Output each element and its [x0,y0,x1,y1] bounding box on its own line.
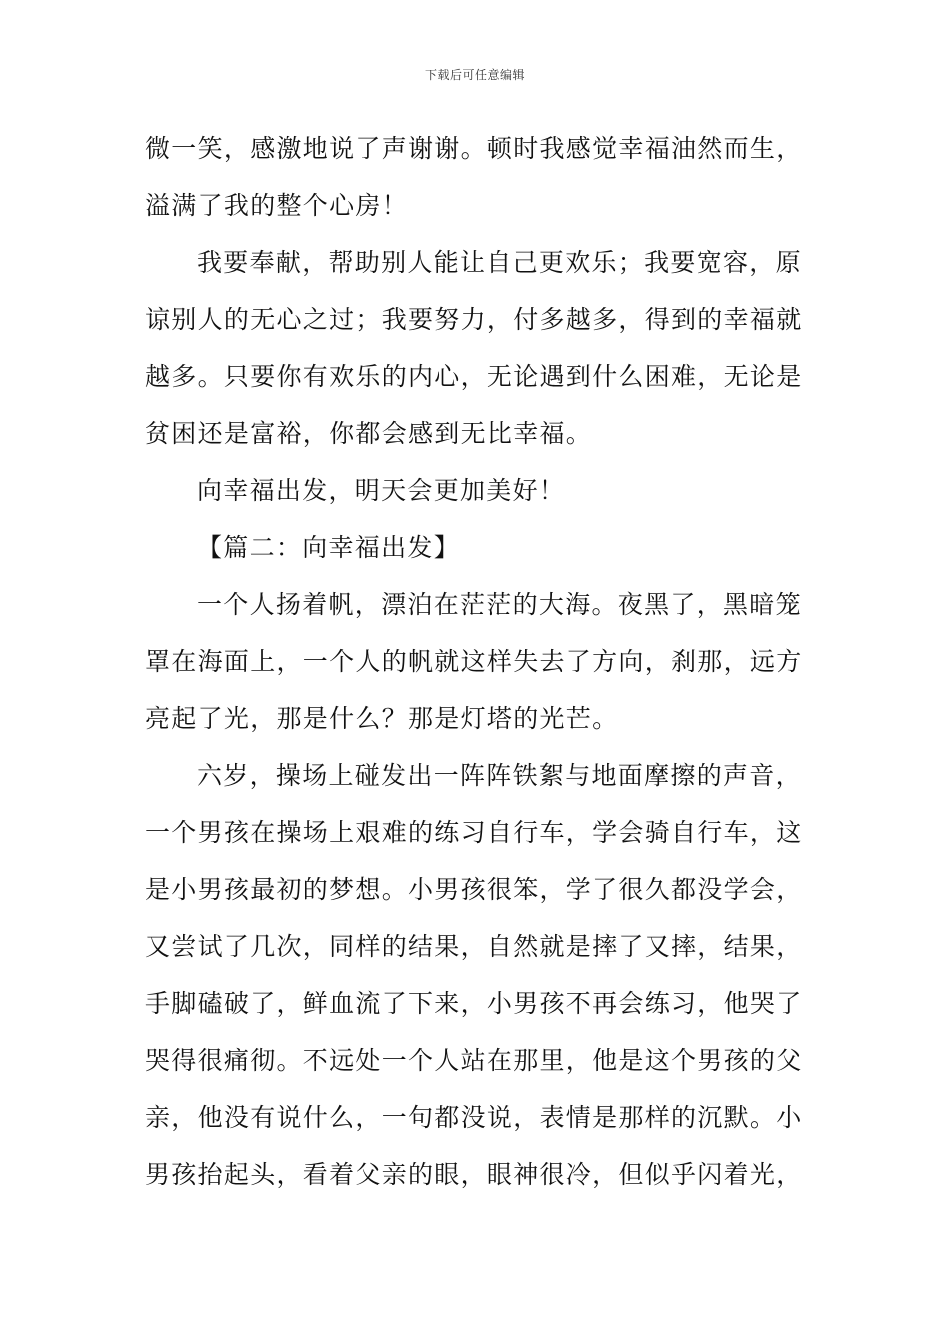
text-line: 一个男孩在操场上艰难的练习自行车，学会骑自行车，这 [145,818,803,847]
text-line: 越多。只要你有欢乐的内心，无论遇到什么困难，无论是 [145,362,803,391]
text-line: 贫困还是富裕，你都会感到无比幸福。 [145,419,593,448]
text-line: 微一笑，感激地说了声谢谢。顿时我感觉幸福油然而生， [145,134,803,163]
text-line: 谅别人的无心之过；我要努力，付多越多，得到的幸福就 [145,305,803,334]
text-line: 男孩抬起头，看着父亲的眼，眼神很冷，但似乎闪着光， [145,1160,803,1189]
text-line: 溢满了我的整个心房！ [145,191,409,220]
text-line: 一个人扬着帆，漂泊在茫茫的大海。夜黑了，黑暗笼 [197,590,802,619]
text-line: 哭得很痛彻。不远处一个人站在那里，他是这个男孩的父 [145,1046,803,1075]
text-line: 是小男孩最初的梦想。小男孩很笨，学了很久都没学会， [145,875,803,904]
text-line: 罩在海面上，一个人的帆就这样失去了方向，刹那，远方 [145,647,803,676]
text-line: 我要奉献，帮助别人能让自己更欢乐；我要宽容，原 [197,248,802,277]
section-heading: 【篇二：向幸福出发】 [197,533,461,562]
text-line: 又尝试了几次，同样的结果，自然就是摔了又摔，结果， [145,932,803,961]
document-body [145,120,807,1203]
text-line: 六岁，操场上碰发出一阵阵铁絮与地面摩擦的声音， [197,761,802,790]
page-header: 下载后可任意编辑 [424,68,525,82]
text-line: 亲，他没有说什么，一句都没说，表情是那样的沉默。小 [145,1103,803,1132]
text-line: 向幸福出发，明天会更加美好！ [197,476,566,505]
text-line: 手脚磕破了，鲜血流了下来，小男孩不再会练习，他哭了 [145,989,803,1018]
text-line: 亮起了光，那是什么？那是灯塔的光芒。 [145,704,619,733]
